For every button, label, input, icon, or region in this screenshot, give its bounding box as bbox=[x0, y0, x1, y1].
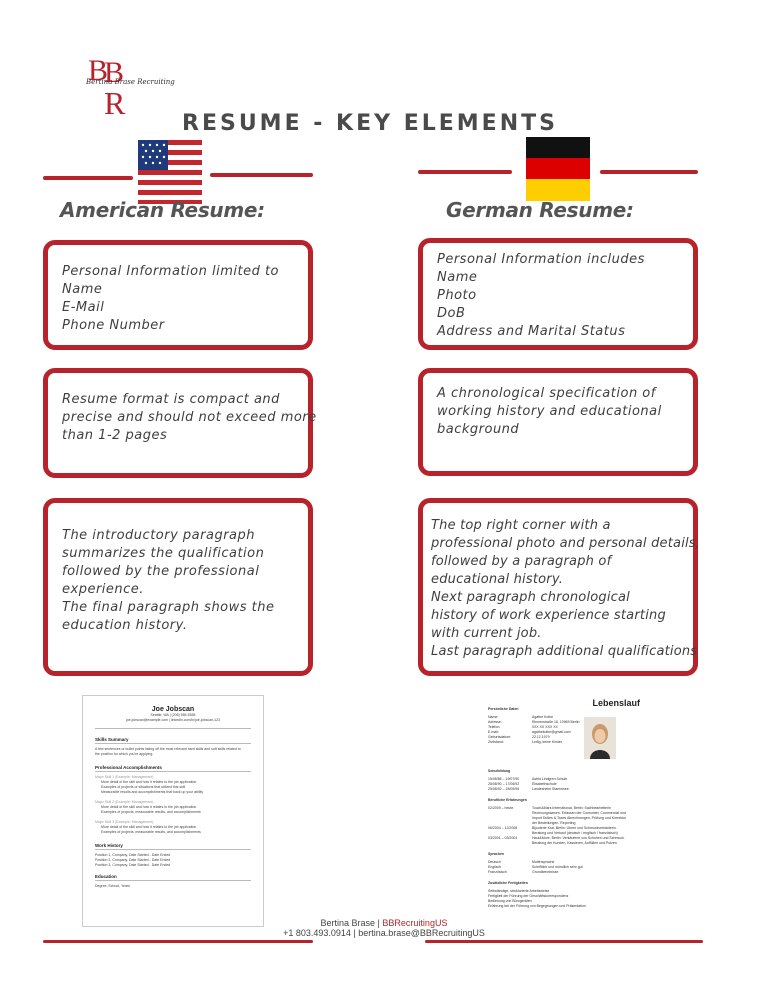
divider-line bbox=[95, 743, 251, 744]
sample-text: Examples of projects, measurable results, and accomplishments bbox=[101, 830, 201, 834]
card-text: than 1-2 pages bbox=[62, 428, 168, 443]
divider-line bbox=[210, 173, 313, 177]
card-text: A chronological specification of bbox=[437, 386, 656, 401]
sample-heading: Berufliche Erfahrungen bbox=[488, 798, 527, 802]
svg-text:B: B bbox=[104, 56, 125, 89]
sample-heading: Education bbox=[95, 874, 117, 879]
sample-text: Fertigkeit der Führung der Geschäftskorrespondenz bbox=[488, 894, 569, 898]
us-card-structure bbox=[43, 498, 313, 676]
sample-text: Seattle, WA | (206) 555-5555 bbox=[150, 713, 196, 717]
sample-text: the position for which you're applying. bbox=[95, 752, 154, 756]
sample-heading: Schulbildung bbox=[488, 769, 511, 773]
footer-contact bbox=[0, 918, 768, 938]
card-text: experience. bbox=[62, 582, 144, 597]
sample-row: Telefon: 0XX XX XXX XX bbox=[488, 725, 558, 729]
de-card-chronological bbox=[418, 368, 698, 476]
card-text: Resume format is compact and bbox=[62, 392, 280, 407]
sample-heading: Zusätzliche Fertigkeiten bbox=[488, 881, 528, 885]
card-text: with current job. bbox=[431, 626, 542, 641]
sample-row: Englisch Schriftlich und mündlich sehr gut bbox=[488, 865, 583, 869]
sample-text: Examples of projects, measurable results, and accomplishments bbox=[101, 810, 201, 814]
card-text: Address and Marital Status bbox=[437, 324, 626, 339]
card-text: Photo bbox=[437, 288, 477, 303]
us-card-personal-info bbox=[43, 240, 313, 350]
card-text: followed by the professional bbox=[62, 564, 260, 579]
card-text: Name bbox=[437, 270, 478, 285]
svg-text:Bertina Brase Recruiting: Bertina Brase Recruiting bbox=[86, 78, 175, 86]
card-text: E-Mail bbox=[62, 300, 105, 315]
sample-row: Import Duties & Taxes Abrechnungen. Prüfung und Korrektur bbox=[532, 816, 627, 820]
sample-row: Zivilstand: Ledig, keine Kinder bbox=[488, 740, 562, 744]
german-heading: German Resume: bbox=[446, 198, 634, 222]
page-title: RESUME - KEY ELEMENTS bbox=[182, 111, 558, 136]
card-text: education history. bbox=[62, 618, 188, 633]
card-text: history of work experience starting bbox=[431, 608, 666, 623]
sample-heading: Professional Accomplishments bbox=[95, 765, 162, 770]
sample-text: Measurable results and accomplishments that back up your ability bbox=[101, 790, 204, 794]
sample-row: Beratung und Verkauf (deutsch / englisch / französisch) bbox=[532, 831, 618, 835]
sample-heading: Sprachen bbox=[488, 852, 504, 856]
sample-row: 06/2004 – 12/2008 Bijouterie Kral, Berlin: Uhren und Schmuckverkäuferin. bbox=[488, 826, 617, 830]
sample-text: Position 2, Company, Date Started - Date Ended bbox=[95, 858, 171, 862]
bbr-logo-mark bbox=[84, 52, 175, 121]
divider-line bbox=[95, 849, 251, 850]
divider-line bbox=[95, 880, 251, 881]
us-flag-icon bbox=[138, 140, 202, 204]
sample-row: Beratung der Kunden, Kassieren, Auffüllen und Putzen bbox=[532, 841, 617, 845]
sample-text: Position 3, Company, Date Started - Date Ended bbox=[95, 863, 171, 867]
sample-text: Major Skill 1 (Example: Management) bbox=[95, 775, 154, 779]
sample-text: joe.jobscan@example.com | linkedin.com/in/joe-jobscan-123 bbox=[126, 718, 220, 722]
card-text: educational history. bbox=[431, 572, 564, 587]
sample-row: Geburtsdatum: 22.12.1979 bbox=[488, 735, 550, 739]
card-text: The top right corner with a bbox=[431, 518, 611, 533]
sample-row: Deutsch Muttersprache bbox=[488, 860, 555, 864]
divider-line bbox=[43, 176, 133, 180]
footer-name: Bertina Brase | bbox=[320, 918, 380, 928]
card-text: working history and educational bbox=[437, 404, 662, 419]
sample-text: More detail of the skill and how it relates to the job application bbox=[101, 805, 197, 809]
sample-row: 02/2009 – heute Touch&Mars International, Berlin: Sachbearbeiterin bbox=[488, 806, 611, 810]
bbr-logo bbox=[84, 52, 175, 121]
de-rows-personal bbox=[488, 715, 648, 745]
de-card-structure bbox=[418, 498, 701, 676]
sample-row: Rechnungswesen. Erfassen der Consumer, Commercial und bbox=[532, 811, 626, 815]
sample-text: Erfahrung bei der Führung von Begegnungen und Präsentation bbox=[488, 904, 586, 908]
sample-text: More detail of the skill and how it relates to the job application bbox=[101, 780, 197, 784]
sample-row: 15/08/86 – 19/07/90 Astrid Lindgren Schule bbox=[488, 777, 568, 781]
sample-row: Name: Agathe Kolbe bbox=[488, 715, 554, 719]
divider-line bbox=[600, 170, 698, 174]
sample-heading: Skills Summary bbox=[95, 737, 129, 742]
svg-text:B: B bbox=[88, 54, 109, 87]
sample-text: Major Skill 3 (Example: Management) bbox=[95, 820, 154, 824]
sample-heading: Work History bbox=[95, 843, 123, 848]
card-text: The introductory paragraph bbox=[62, 528, 256, 543]
card-text: Phone Number bbox=[62, 318, 165, 333]
sample-row: 25/08/92 – 18/05/96 Landesheim Stammsee bbox=[488, 787, 569, 791]
divider-line bbox=[425, 940, 703, 943]
sample-text: Degree, School, Years bbox=[95, 884, 130, 888]
germany-flag-icon bbox=[526, 137, 590, 201]
sample-row: 03/2001 – 03/2004 Haut&More, Berlin: Verkäuferin von Schuhen und Schmuck. bbox=[488, 836, 625, 840]
card-text: followed by a paragraph of bbox=[431, 554, 612, 569]
card-text: The final paragraph shows the bbox=[62, 600, 275, 615]
divider-line bbox=[95, 728, 251, 729]
sample-row: E-mail: agathekolbe@gmail.com bbox=[488, 730, 571, 734]
american-heading: American Resume: bbox=[60, 198, 265, 222]
us-resume-sample bbox=[82, 695, 264, 927]
sample-text: Selbständige, strukturierte Arbeitsweise bbox=[488, 889, 550, 893]
card-text: Last paragraph additional qualifications bbox=[431, 644, 698, 659]
sample-row: Adresse: Rinnenstraße 16, 10969 Berlin bbox=[488, 720, 580, 724]
de-card-personal-info bbox=[418, 238, 698, 350]
divider-line bbox=[43, 940, 313, 943]
card-text: precise and should not exceed more bbox=[62, 410, 317, 425]
card-text: professional photo and personal details, bbox=[431, 536, 701, 551]
card-text: Personal Information limited to bbox=[62, 264, 279, 279]
divider-line bbox=[95, 771, 251, 772]
sample-heading: Persönliche Daten bbox=[488, 707, 519, 711]
sample-text: More detail of the skill and how it relates to the job application bbox=[101, 825, 197, 829]
footer-phone-email: +1 803.493.0914 | bertina.brase@BBRecruitingUS bbox=[283, 928, 485, 938]
card-text: Personal Information includes bbox=[437, 252, 645, 267]
sample-row: Französisch Grundkenntnisse bbox=[488, 870, 559, 874]
card-text: Next paragraph chronological bbox=[431, 590, 630, 605]
sample-text: A few sentences or bullet points listing off the most relevant hard skills and soft skills related to bbox=[95, 747, 241, 751]
sample-text: Position 1, Company, Date Started - Date Ended bbox=[95, 853, 171, 857]
sample-row: der Bestellungen. Reporting bbox=[532, 821, 576, 825]
sample-text: Major Skill 2 (Example: Management) bbox=[95, 800, 154, 804]
card-text: Name bbox=[62, 282, 103, 297]
sample-text: Examples of projects or situations that utilized this skill bbox=[101, 785, 186, 789]
sample-title: Lebenslauf bbox=[592, 698, 640, 708]
de-resume-sample bbox=[478, 695, 650, 915]
footer-brand: BBRecruitingUS bbox=[382, 918, 448, 928]
sample-row: 28/08/90 – 17/06/92 Elisabethschule bbox=[488, 782, 557, 786]
sample-text: Bedienung von Bürogeräten bbox=[488, 899, 532, 903]
us-card-format bbox=[43, 368, 317, 478]
card-text: summarizes the qualification bbox=[62, 546, 265, 561]
card-text: background bbox=[437, 422, 520, 437]
svg-text:R: R bbox=[104, 85, 126, 121]
card-text: DoB bbox=[437, 306, 466, 321]
divider-line bbox=[418, 170, 512, 174]
sample-name: Joe Jobscan bbox=[151, 706, 195, 713]
